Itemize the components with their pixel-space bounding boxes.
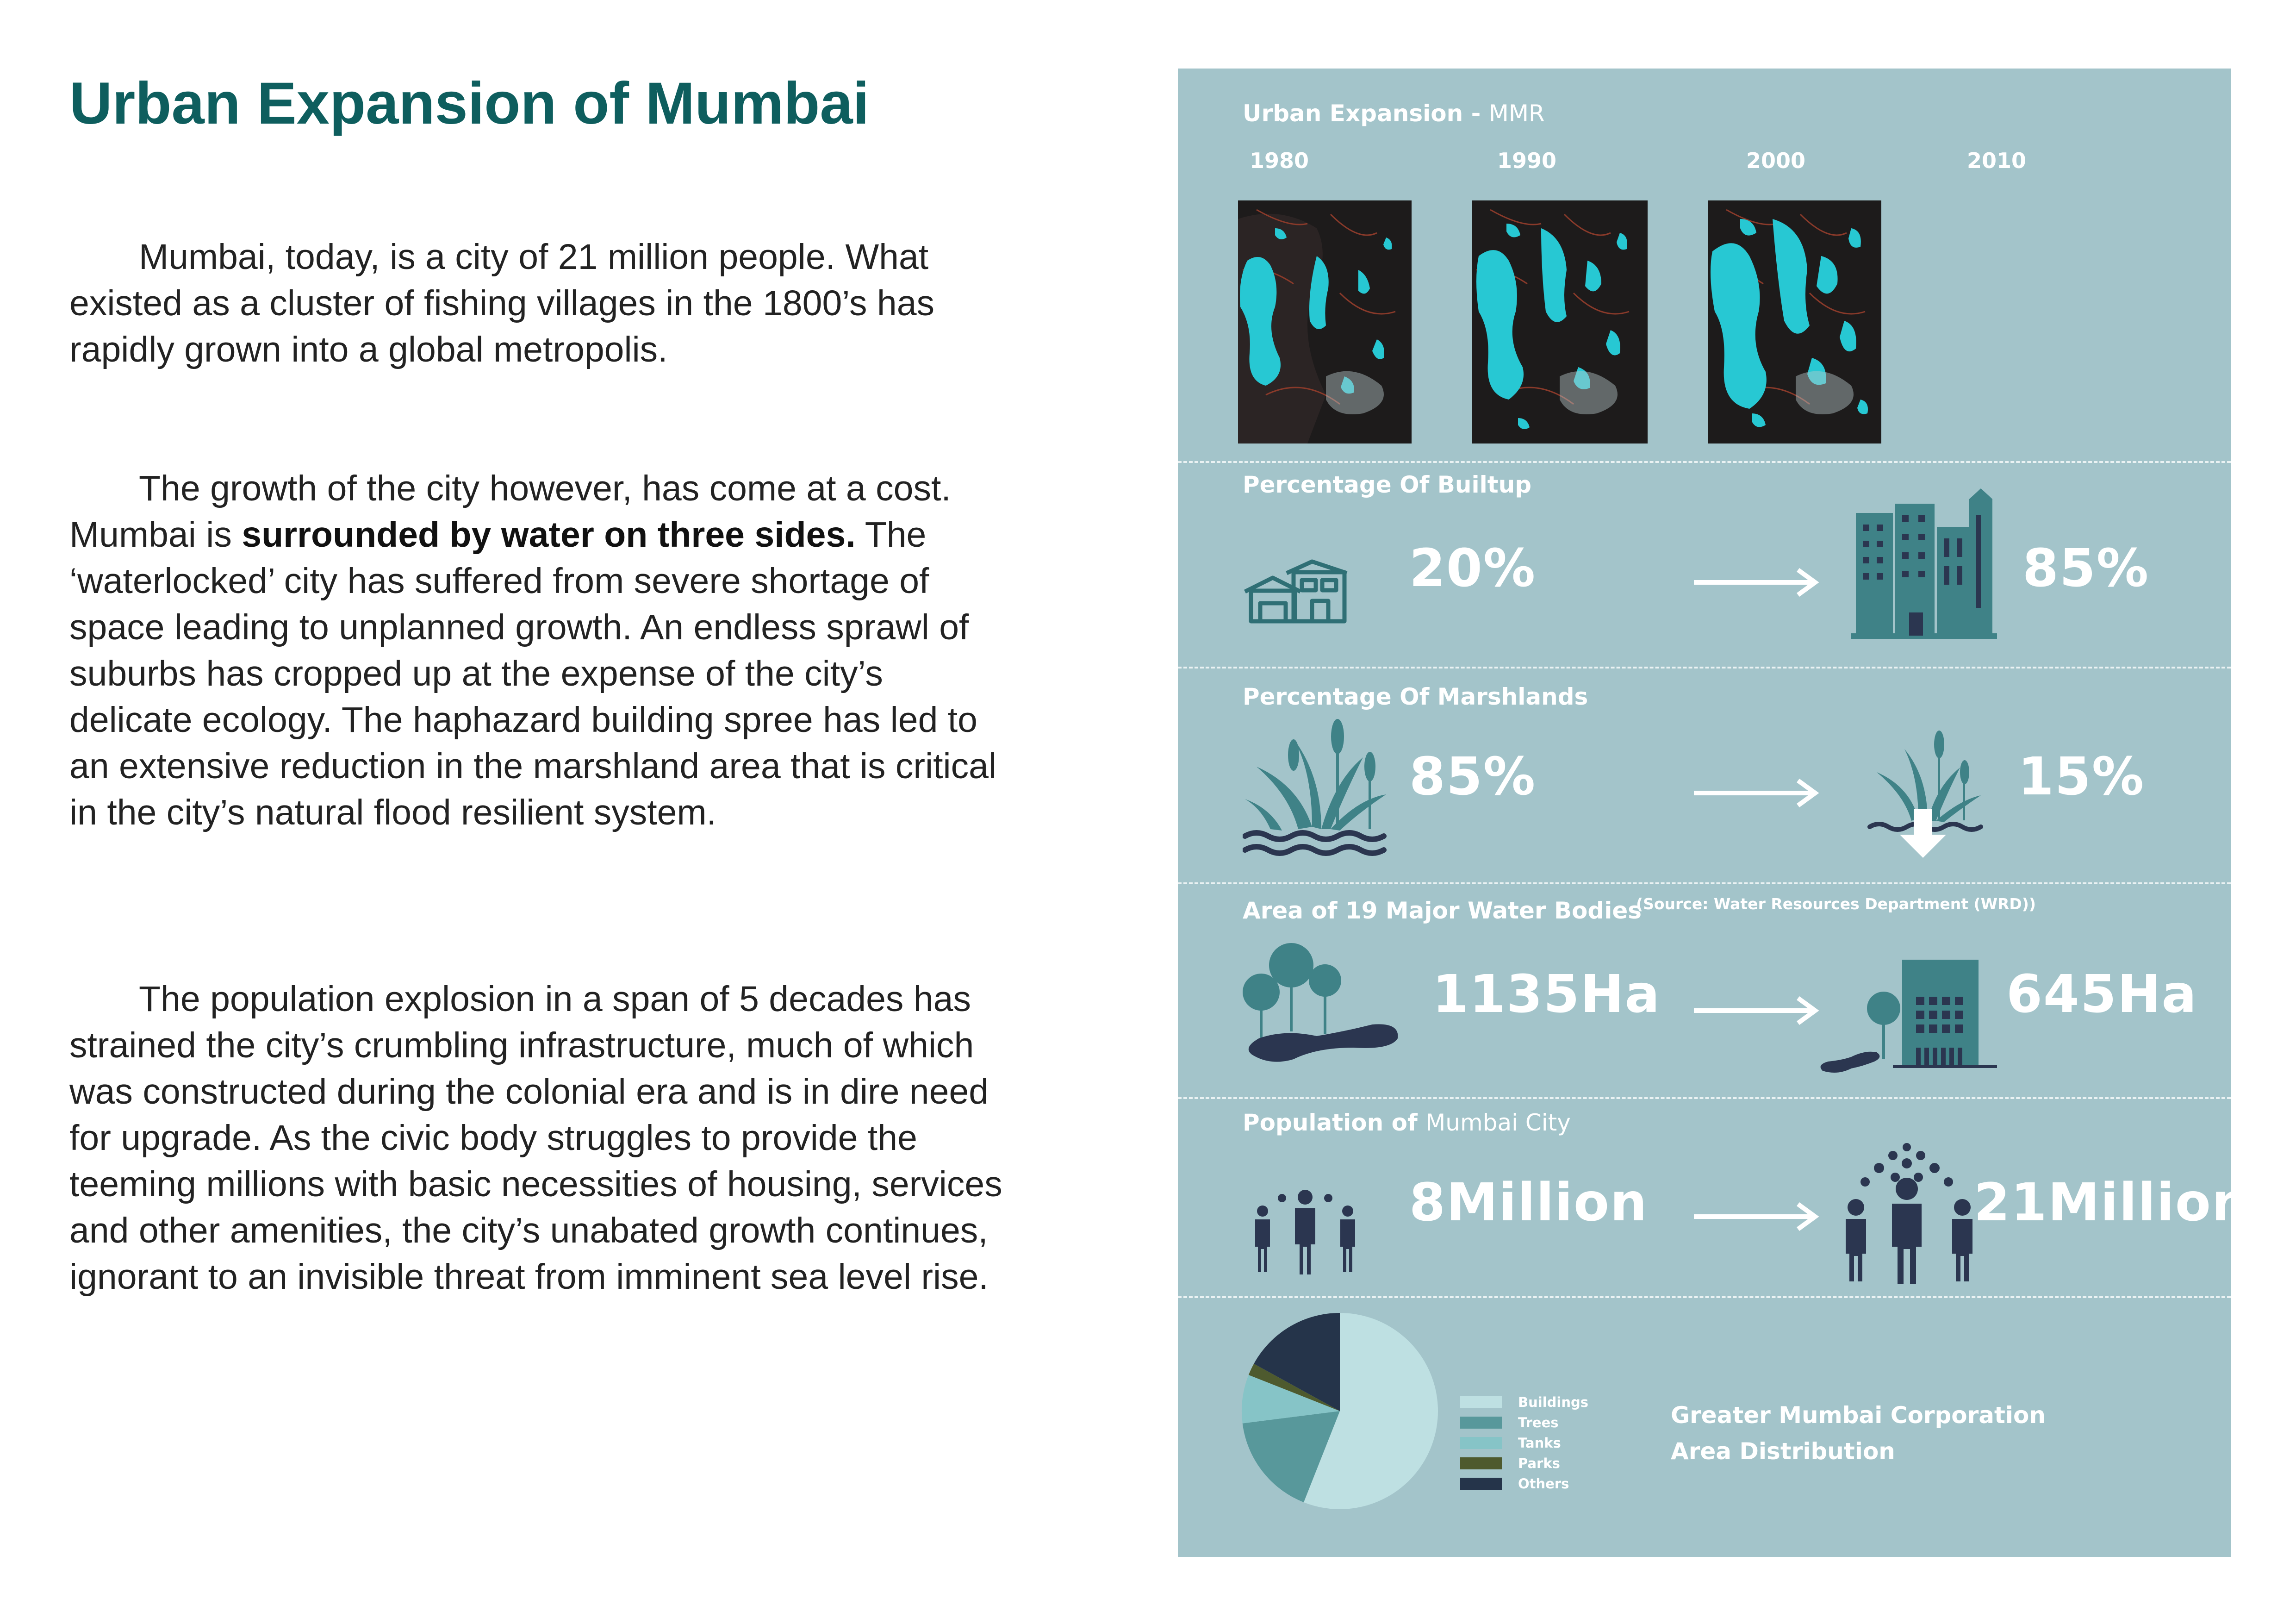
legend-swatch: [1460, 1417, 1502, 1429]
arrow-right-icon: [1694, 994, 1823, 1027]
lake-building-icon: [1819, 957, 2004, 1078]
map-1980: [1238, 200, 1412, 443]
legend-swatch: [1460, 1437, 1502, 1449]
section-divider: [1178, 1296, 2231, 1298]
pie-chart-title: [1671, 1397, 2046, 1469]
paragraph-intro: [69, 234, 1004, 373]
paragraph-growth-text-end: The ‘waterlocked’ city has suffered from severe shortage of space leading to unplanned growth. An endless sprawl of suburbs has cropped up at the expense of the city’s delicate ecology. The haphazard building spree has led to an extensive reduction in the marshland area that is critical in the city’s natural flood resilient system.: [69, 515, 997, 832]
marshlands-to-value: 15%: [2018, 747, 2145, 807]
water-bodies-from-value: 1135Ha: [1432, 964, 1661, 1024]
small-group-people-icon: [1250, 1189, 1361, 1277]
legend-swatch: [1460, 1478, 1502, 1490]
legend-label: Others: [1518, 1476, 1569, 1492]
paragraph-population-text: The population explosion in a span of 5 decades has strained the city’s crumbling infrastructure, much of which was constructed during the colonial era and is in dire need for upgrade. As the civic body struggles to provide the teeming millions with basic necessities of housing, services and other amenities, the city’s unabated growth continues, ignorant to an invisible threat from imminent sea level rise.: [69, 979, 1002, 1297]
arrow-right-icon: [1694, 777, 1823, 809]
pie-chart-title-line2: Area Distribution: [1671, 1438, 1895, 1465]
paragraph-population: [69, 976, 1004, 1300]
infographic-panel: [1178, 69, 2250, 1557]
year-1990: 1990: [1497, 148, 1557, 173]
map-1990: [1472, 200, 1648, 443]
year-2010: 2010: [1967, 148, 2027, 173]
marsh-plants-icon: [1243, 716, 1391, 859]
legend-label: Tanks: [1518, 1435, 1561, 1451]
legend-label: Buildings: [1518, 1394, 1588, 1410]
pie-legend: [1460, 1393, 1645, 1514]
legend-label: Trees: [1518, 1415, 1559, 1430]
expansion-label-suffix: MMR: [1488, 100, 1545, 127]
paragraph-intro-text: Mumbai, today, is a city of 21 million people. What existed as a cluster of fishing villages in the 1800’s has rapidly grown into a global metropolis.: [69, 237, 935, 369]
section-divider: [1178, 461, 2231, 463]
paragraph-growth: [69, 465, 1004, 836]
population-from-value: 8Million: [1409, 1173, 1648, 1233]
expansion-label: [1243, 100, 1545, 127]
section-divider: [1178, 882, 2231, 884]
city-buildings-icon: [1851, 487, 1997, 640]
population-label-suffix: Mumbai City: [1425, 1109, 1571, 1136]
page-title: Urban Expansion of Mumbai: [69, 70, 870, 137]
builtup-label: Percentage Of Builtup: [1243, 471, 1532, 498]
arrow-right-icon: [1694, 566, 1823, 599]
marshlands-label: Percentage Of Marshlands: [1243, 683, 1588, 710]
section-divider: [1178, 1097, 2231, 1099]
arrow-right-icon: [1694, 1200, 1823, 1233]
crowd-people-icon: [1842, 1143, 1981, 1286]
pie-chart-title-line1: Greater Mumbai Corporation: [1671, 1402, 2046, 1429]
population-label-text: Population of: [1243, 1109, 1426, 1136]
map-2000: [1708, 200, 1881, 443]
population-to-value: 21Million: [1974, 1173, 2250, 1233]
year-1980: 1980: [1250, 148, 1309, 173]
water-bodies-to-value: 645Ha: [2006, 964, 2198, 1024]
lake-trees-icon: [1243, 941, 1400, 1066]
paragraph-growth-bold: surrounded by water on three sides.: [242, 515, 856, 555]
builtup-to-value: 85%: [2022, 538, 2150, 599]
builtup-from-value: 20%: [1409, 538, 1537, 599]
legend-swatch: [1460, 1457, 1502, 1469]
expansion-label-text: Urban Expansion -: [1243, 100, 1489, 127]
paragraph-growth-text-start: The growth of the city however, has come at a cost. Mumbai is: [69, 468, 951, 555]
marshlands-from-value: 85%: [1409, 747, 1537, 807]
population-label: [1243, 1109, 1571, 1136]
legend-swatch: [1460, 1396, 1502, 1408]
marsh-decline-icon: [1867, 726, 1983, 860]
section-divider: [1178, 667, 2231, 668]
water-bodies-label: Area of 19 Major Water Bodies: [1243, 897, 1642, 924]
year-2000: 2000: [1746, 148, 1806, 173]
area-distribution-pie-chart: [1240, 1312, 1439, 1511]
house-icon: [1243, 559, 1349, 624]
legend-label: Parks: [1518, 1455, 1560, 1471]
water-bodies-source: (Source: Water Resources Department (WRD)): [1636, 895, 2036, 913]
